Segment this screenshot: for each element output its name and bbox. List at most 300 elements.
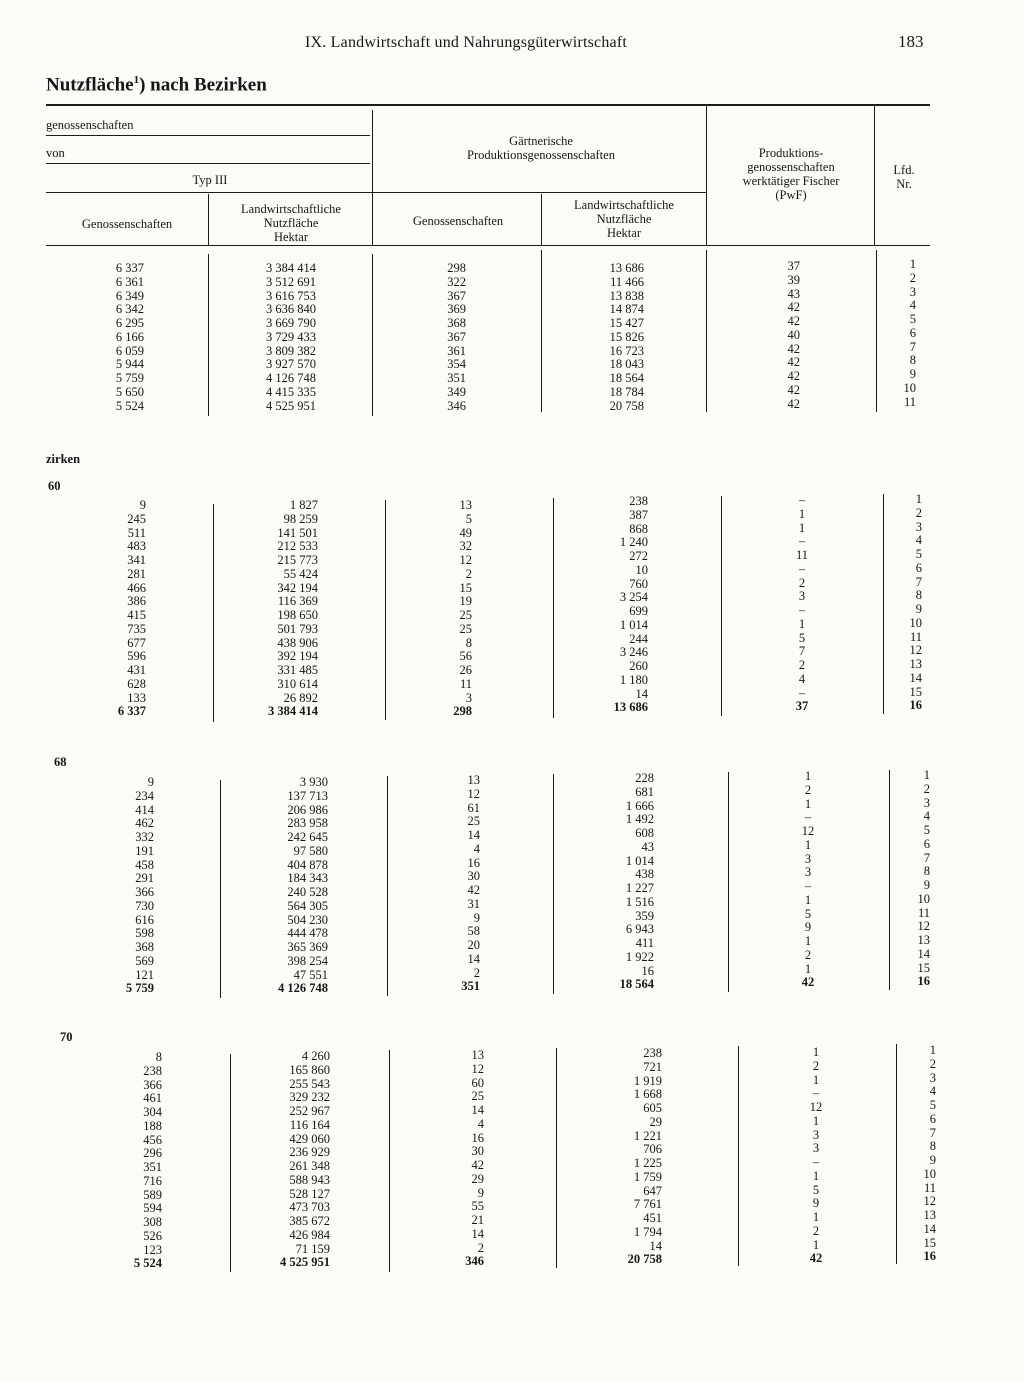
s70-divider-3 (556, 1048, 557, 1268)
top-pwf-cell: 42 (787, 300, 800, 315)
s68-lfd-cell: 11 (917, 905, 930, 920)
s60-gpg-genossenschaften-cell: 19 (459, 594, 472, 609)
s60-gpg-lnf-cell: 760 (629, 576, 648, 591)
s60-gpg-lnf-cell: 13 686 (613, 700, 648, 715)
s68-lnf-cell: 137 713 (287, 788, 328, 803)
s70-gpg-lnf-cell: 1 225 (633, 1156, 662, 1170)
s68-lfd-cell: 3 (923, 795, 930, 810)
s70-lfd-cell: 1 (929, 1043, 936, 1057)
s60-lnf-cell: 98 259 (283, 511, 318, 526)
s70-genossenschaften-cell: 296 (143, 1146, 162, 1161)
s68-gpg-lnf-cell: 6 943 (625, 922, 654, 937)
s68-pwf-cell: 1 (804, 769, 812, 783)
s60-lfd-cell: 14 (909, 670, 922, 685)
s70-gpg-lnf-cell: 1 919 (633, 1073, 662, 1088)
s68-gpg-genossenschaften-cell: 61 (467, 800, 480, 815)
s68-divider-5 (889, 770, 890, 990)
header-top-rule (46, 104, 930, 106)
s70-gpg-genossenschaften-cell: 55 (471, 1199, 484, 1214)
s70-genossenschaften-cell: 123 (143, 1242, 162, 1257)
s70-pwf-cell: 3 (812, 1141, 820, 1156)
top-gpg-genossenschaften-cell: 367 (447, 288, 466, 303)
top-gpg-genossenschaften-cell: 367 (447, 329, 466, 344)
top-lfd-cell: 5 (909, 312, 916, 326)
header-bottom-rule (46, 245, 930, 246)
s70-lnf-cell: 588 943 (289, 1172, 330, 1187)
top-lnf-cell: 4 415 335 (266, 384, 316, 399)
s60-gpg-genossenschaften-cell: 12 (459, 553, 472, 567)
s70-gpg-genossenschaften-cell: 2 (477, 1240, 484, 1255)
top-lnf-cell: 3 384 414 (266, 261, 316, 275)
s70-lnf-cell: 165 860 (289, 1062, 330, 1077)
header-lfd-line1: Lfd. (893, 163, 915, 177)
s60-gpg-genossenschaften-cell: 8 (465, 635, 472, 650)
top-lnf-cell: 4 525 951 (266, 398, 316, 413)
top-pwf-cell: 37 (787, 259, 800, 273)
page-number: 183 (898, 32, 924, 51)
s70-genossenschaften-cell: 351 (143, 1160, 162, 1174)
s68-gpg-lnf-cell: 681 (635, 784, 654, 799)
top-genossenschaften-cell: 6 166 (115, 329, 144, 344)
s68-lnf-cell: 3 930 (299, 775, 328, 789)
header-pwf (710, 146, 872, 202)
s68-gpg-lnf-column (586, 772, 654, 992)
s70-lnf-cell: 528 127 (289, 1186, 330, 1201)
s60-gpg-lnf-cell: 1 240 (619, 535, 648, 550)
s60-lnf-cell: 392 194 (277, 649, 318, 664)
header-group-von: von (46, 146, 65, 160)
s70-genossenschaften-cell: 5 524 (133, 1256, 162, 1271)
s60-gpg-genossenschaften-cell: 49 (459, 525, 472, 540)
top-divider-1 (208, 254, 209, 416)
s70-gpg-genossenschaften-cell: 29 (471, 1171, 484, 1186)
s70-gpg-genossenschaften-cell: 346 (465, 1254, 484, 1269)
page-title (46, 74, 267, 96)
s70-divider-4 (738, 1046, 739, 1266)
header-col-lnf (212, 202, 370, 244)
header-lfd-line2: Nr. (896, 177, 912, 191)
top-gpg-genossenschaften-cell: 351 (447, 371, 466, 385)
s70-genossenschaften-cell: 456 (143, 1132, 162, 1147)
s70-lnf-cell: 255 543 (289, 1076, 330, 1091)
s68-pwf-cell: 5 (804, 906, 812, 921)
s60-lnf-cell: 501 793 (277, 621, 318, 636)
s60-lfd-cell: 1 (915, 492, 922, 506)
top-gpg-genossenschaften-cell: 354 (447, 357, 466, 372)
s68-pwf-cell: 12 (801, 824, 815, 838)
s70-gpg-genossenschaften-cell: 13 (471, 1048, 484, 1062)
s68-pwf-column (794, 770, 822, 990)
s68-gpg-lnf-cell: 16 (641, 963, 654, 978)
s60-genossenschaften-cell: 628 (127, 676, 146, 691)
header-divider-1 (208, 194, 209, 245)
header-col-lnf-line2: Nutzfläche (263, 216, 319, 230)
s60-lnf-cell: 55 424 (283, 566, 318, 581)
s70-pwf-cell: 1 (812, 1045, 820, 1059)
s68-genossenschaften-cell: 458 (135, 857, 154, 872)
s68-lfd-cell: 10 (917, 891, 930, 906)
s60-pwf-cell: 2 (798, 658, 806, 672)
s60-lnf-cell: 3 384 414 (268, 704, 318, 719)
s60-gpg-lnf-cell: 244 (629, 631, 648, 646)
top-genossenschaften-cell: 6 059 (115, 343, 144, 358)
s70-lnf-cell: 4 525 951 (280, 1255, 330, 1270)
s68-lnf-cell: 564 305 (287, 898, 328, 913)
top-pwf-cell: 42 (787, 314, 800, 328)
s60-lnf-cell: 26 892 (283, 690, 318, 705)
s60-divider-2 (385, 500, 386, 720)
s70-lnf-cell: 329 232 (289, 1090, 330, 1105)
top-lnf-cell: 3 669 790 (266, 316, 316, 330)
s60-pwf-cell: – (798, 685, 806, 700)
s60-pwf-cell: 1 (798, 506, 806, 521)
title-text: Nutzfläche (46, 74, 134, 96)
s60-genossenschaften-cell: 415 (127, 608, 146, 622)
s60-divider-1 (213, 504, 214, 722)
s70-gpg-genossenschaften-cell: 16 (471, 1130, 484, 1145)
s70-gpg-lnf-cell: 20 758 (627, 1252, 662, 1267)
s60-genossenschaften-cell: 511 (127, 525, 146, 540)
s68-lnf-cell: 242 645 (287, 830, 328, 844)
s60-gpg-genossenschaften-cell: 56 (459, 649, 472, 664)
s70-gpg-lnf-cell: 238 (643, 1046, 662, 1060)
s68-lnf-cell: 283 958 (287, 816, 328, 831)
s60-gpg-genossenschaften-cell: 25 (459, 621, 472, 636)
s60-genossenschaften-cell: 596 (127, 649, 146, 664)
top-genossenschaften-cell: 5 759 (115, 371, 144, 385)
s60-pwf-cell: 37 (795, 699, 809, 714)
s70-genossenschaften-cell: 716 (143, 1173, 162, 1188)
s68-gpg-lnf-cell: 1 516 (625, 894, 654, 909)
top-gpg-lnf-cell: 15 826 (609, 329, 644, 344)
top-gpg-lnf-cell: 16 723 (609, 343, 644, 358)
s60-lfd-cell: 7 (915, 574, 922, 589)
s68-gpg-lnf-cell: 228 (635, 771, 654, 785)
top-genossenschaften-cell: 6 349 (115, 288, 144, 303)
s68-lnf-cell: 4 126 748 (278, 981, 328, 996)
s60-divider-4 (721, 496, 722, 716)
s70-genossenschaften-cell: 304 (143, 1105, 162, 1119)
s60-gpg-genossenschaften-cell: 298 (453, 704, 472, 719)
s68-lnf-cell: 206 986 (287, 802, 328, 817)
s68-lnf-cell: 504 230 (287, 912, 328, 927)
s60-gpg-genossenschaften-cell: 5 (465, 511, 472, 526)
s70-lfd-cell: 14 (923, 1221, 936, 1236)
s60-gpg-lnf-cell: 1 014 (619, 617, 648, 632)
top-pwf-cell: 42 (787, 382, 800, 397)
s68-gpg-lnf-cell: 608 (635, 826, 654, 840)
top-lnf-cell: 4 126 748 (266, 371, 316, 385)
s68-genossenschaften-cell: 598 (135, 926, 154, 941)
s60-lnf-cell: 215 773 (277, 553, 318, 567)
top-lfd-cell: 8 (909, 353, 916, 368)
top-lfd-cell: 4 (909, 298, 916, 313)
s60-pwf-cell: 11 (795, 548, 809, 562)
s60-lnf-cell: 141 501 (277, 525, 318, 540)
s60-gpg-genossenschaften-cell: 26 (459, 663, 472, 677)
s70-genossenschaften-cell: 461 (143, 1091, 162, 1106)
s68-pwf-cell: 1 (804, 837, 812, 852)
s70-gpg-lnf-cell: 605 (643, 1101, 662, 1115)
s68-gpg-lnf-cell: 411 (635, 936, 654, 950)
header-divider-4 (706, 106, 707, 245)
header-pwf-line1: Produktions- (758, 146, 824, 160)
top-genossenschaften-cell: 6 337 (115, 261, 144, 275)
s60-lnf-cell: 331 485 (277, 663, 318, 677)
s60-lnf-cell: 1 827 (289, 498, 318, 512)
s70-lfd-column (910, 1044, 936, 1264)
s60-genossenschaften-cell: 341 (127, 553, 146, 567)
s70-lfd-cell: 3 (929, 1070, 936, 1085)
s68-lnf-cell: 365 369 (287, 940, 328, 954)
s68-pwf-cell: 1 (804, 934, 812, 948)
s68-lnf-cell: 240 528 (287, 885, 328, 899)
top-lfd-cell: 2 (909, 270, 916, 285)
s68-genossenschaften-cell: 368 (135, 940, 154, 954)
s68-lfd-cell: 9 (923, 878, 930, 892)
s60-gpg-genossenschaften-cell: 25 (459, 608, 472, 622)
s68-gpg-lnf-cell: 359 (635, 908, 654, 923)
s68-genossenschaften-cell: 569 (135, 953, 154, 968)
top-pwf-cell: 42 (787, 369, 800, 383)
top-gpg-genossenschaften-cell: 368 (447, 316, 466, 330)
s68-gpg-lnf-cell: 438 (635, 867, 654, 882)
top-lnf-cell: 3 636 840 (266, 302, 316, 317)
s68-gpg-genossenschaften-cell: 12 (467, 786, 480, 801)
s68-lnf-cell: 47 551 (293, 967, 328, 982)
s60-gpg-genossenschaften-cell: 15 (459, 580, 472, 595)
header-col-genossenschaften: Genossenschaften (81, 217, 173, 231)
top-gpg-lnf-cell: 18 564 (609, 371, 644, 385)
top-genossenschaften-column (60, 262, 144, 413)
s60-gpg-genossenschaften-cell: 13 (459, 498, 472, 512)
s70-gpg-genossenschaften-cell: 12 (471, 1061, 484, 1076)
header-col-lnf-line1: Landwirtschaftliche (241, 202, 341, 216)
header-gpg (378, 134, 704, 162)
top-gpg-genossenschaften-cell: 361 (447, 343, 466, 358)
s70-pwf-cell: 1 (812, 1072, 820, 1087)
s68-gpg-genossenschaften-cell: 4 (473, 841, 480, 856)
top-gpg-genossenschaften-cell: 298 (447, 261, 466, 275)
s70-gpg-lnf-cell: 1 668 (633, 1087, 662, 1102)
s68-gpg-genossenschaften-cell: 14 (467, 951, 480, 966)
s60-lfd-cell: 12 (909, 643, 922, 658)
s68-lnf-cell: 184 343 (287, 871, 328, 886)
s60-genossenschaften-cell: 6 337 (117, 704, 146, 719)
s60-divider-3 (553, 498, 554, 718)
top-lnf-cell: 3 616 753 (266, 288, 316, 303)
top-lfd-cell: 9 (909, 367, 916, 381)
s70-lfd-cell: 12 (923, 1194, 936, 1209)
s70-pwf-cell: 1 (812, 1237, 820, 1252)
s60-lfd-cell: 6 (915, 560, 922, 575)
s60-genossenschaften-cell: 466 (127, 580, 146, 595)
s70-genossenschaften-cell: 238 (143, 1063, 162, 1078)
top-gpg-lnf-cell: 18 784 (609, 384, 644, 399)
s60-gpg-lnf-cell: 3 254 (619, 590, 648, 605)
top-pwf-cell: 42 (787, 355, 800, 370)
header-pwf-line4: (PwF) (775, 188, 807, 202)
header-pwf-line2: genossenschaften (747, 160, 835, 174)
s68-pwf-cell: – (804, 879, 812, 893)
s60-lfd-column (896, 493, 922, 713)
s68-gpg-genossenschaften-cell: 2 (473, 965, 480, 980)
s70-lfd-cell: 8 (929, 1139, 936, 1154)
s60-gpg-lnf-cell: 10 (635, 562, 648, 577)
s60-lfd-cell: 2 (915, 505, 922, 520)
s70-pwf-cell: 2 (812, 1223, 820, 1238)
s60-lnf-cell: 198 650 (277, 608, 318, 622)
header-gpg-lnf (544, 198, 704, 240)
top-divider-2 (372, 254, 373, 416)
s60-gpg-lnf-column (580, 495, 648, 715)
s68-lnf-column (234, 776, 328, 996)
header-rule-1 (46, 135, 370, 136)
s68-lfd-cell: 15 (917, 960, 930, 975)
s70-lfd-cell: 10 (923, 1166, 936, 1181)
s60-genossenschaften-cell: 483 (127, 539, 146, 554)
s68-gpg-lnf-cell: 1 492 (625, 812, 654, 827)
header-gpg-lnf-line3: Hektar (606, 226, 641, 240)
s60-genossenschaften-cell: 735 (127, 621, 146, 636)
s60-gpg-lnf-cell: 1 180 (619, 672, 648, 687)
top-gpg-lnf-cell: 13 838 (609, 288, 644, 303)
s70-lnf-cell: 4 260 (301, 1049, 330, 1063)
header-gpg-line1: Gärtnerische (509, 134, 573, 148)
s70-pwf-column (802, 1046, 830, 1266)
s70-genossenschaften-cell: 526 (143, 1228, 162, 1243)
s60-gpg-genossenschaften-cell: 2 (465, 566, 472, 581)
s60-pwf-cell: – (798, 603, 806, 617)
s70-gpg-lnf-cell: 1 759 (633, 1169, 662, 1184)
header-gpg-lnf-line1: Landwirtschaftliche (574, 198, 674, 212)
s60-gpg-lnf-cell: 387 (629, 507, 648, 522)
header-rule-2 (46, 163, 370, 164)
s60-genossenschaften-cell: 245 (127, 511, 146, 526)
s70-divider-2 (389, 1050, 390, 1272)
s60-lfd-cell: 3 (915, 519, 922, 534)
top-divider-5 (876, 250, 877, 412)
top-divider-3 (541, 250, 542, 412)
s60-lnf-cell: 438 906 (277, 635, 318, 650)
s70-gpg-genossenschaften-cell: 60 (471, 1075, 484, 1090)
s70-pwf-cell: 1 (812, 1113, 820, 1128)
s70-divider-5 (896, 1044, 897, 1264)
s68-gpg-genossenschaften-cell: 9 (473, 910, 480, 925)
top-lfd-cell: 1 (909, 257, 916, 271)
s60-lfd-cell: 11 (909, 629, 922, 644)
top-genossenschaften-cell: 5 524 (115, 398, 144, 413)
s68-gpg-genossenschaften-cell: 30 (467, 869, 480, 884)
s70-lnf-cell: 473 703 (289, 1200, 330, 1215)
bezirke-label: zirken (46, 452, 81, 466)
s68-divider-2 (387, 776, 388, 996)
top-pwf-cell: 40 (787, 327, 800, 342)
top-lfd-cell: 10 (903, 380, 916, 395)
s60-lfd-cell: 8 (915, 588, 922, 603)
s60-lnf-cell: 116 369 (277, 594, 318, 609)
top-genossenschaften-cell: 6 295 (115, 316, 144, 330)
s70-lfd-cell: 6 (929, 1111, 936, 1126)
s70-pwf-cell: 3 (812, 1127, 820, 1142)
s70-lfd-cell: 2 (929, 1056, 936, 1071)
s70-lfd-cell: 9 (929, 1153, 936, 1167)
s70-genossenschaften-cell: 589 (143, 1187, 162, 1202)
s60-lfd-cell: 10 (909, 615, 922, 630)
s70-gpg-genossenschaften-cell: 14 (471, 1103, 484, 1117)
s68-lfd-cell: 7 (923, 850, 930, 865)
s70-lnf-cell: 116 164 (289, 1117, 330, 1132)
s70-lnf-cell: 426 984 (289, 1227, 330, 1242)
s60-pwf-cell: 2 (798, 575, 806, 590)
header-pwf-line3: werktätiger Fischer (742, 174, 840, 188)
s60-gpg-lnf-cell: 260 (629, 659, 648, 673)
s70-lnf-column (236, 1050, 330, 1270)
top-gpg-lnf-cell: 18 043 (609, 357, 644, 372)
s70-lnf-cell: 71 159 (295, 1241, 330, 1256)
header-group-genossenschaften: genossenschaften (46, 118, 134, 132)
s60-gpg-lnf-cell: 14 (635, 686, 648, 701)
s68-divider-4 (728, 772, 729, 992)
s70-gpg-genossenschaften-cell: 42 (471, 1158, 484, 1172)
s60-lfd-cell: 16 (909, 698, 922, 713)
section-60-label: 60 (48, 479, 61, 493)
s68-lfd-cell: 12 (917, 919, 930, 934)
s70-gpg-lnf-cell: 706 (643, 1142, 662, 1157)
s60-genossenschaften-cell: 677 (127, 635, 146, 650)
s70-lfd-cell: 4 (929, 1084, 936, 1099)
s70-gpg-lnf-cell: 1 221 (633, 1128, 662, 1143)
s70-pwf-cell: 2 (812, 1058, 820, 1073)
top-pwf-column (772, 260, 800, 411)
s70-lfd-cell: 5 (929, 1098, 936, 1112)
s60-lnf-column (230, 499, 318, 719)
s70-lnf-cell: 261 348 (289, 1159, 330, 1173)
s70-gpg-lnf-cell: 14 (649, 1238, 662, 1253)
s60-gpg-genossenschaften-column (426, 499, 472, 719)
top-gpg-lnf-cell: 20 758 (609, 398, 644, 413)
header-typ: Typ III (192, 173, 228, 187)
s70-pwf-cell: 1 (812, 1210, 820, 1224)
s68-genossenschaften-cell: 9 (147, 775, 154, 789)
s68-pwf-cell: 42 (801, 975, 815, 990)
header-divider-5 (874, 106, 875, 245)
s60-pwf-column (788, 494, 816, 714)
top-divider-4 (706, 250, 707, 412)
s68-genossenschaften-cell: 730 (135, 898, 154, 913)
s68-pwf-cell: 3 (804, 851, 812, 866)
s70-gpg-genossenschaften-cell: 30 (471, 1144, 484, 1159)
top-pwf-cell: 42 (787, 396, 800, 411)
s68-genossenschaften-cell: 291 (135, 871, 154, 886)
s60-genossenschaften-cell: 281 (127, 566, 146, 581)
header-col-lnf-line3: Hektar (273, 230, 308, 244)
s60-gpg-genossenschaften-cell: 32 (459, 539, 472, 554)
s70-gpg-genossenschaften-cell: 9 (477, 1185, 484, 1200)
s68-pwf-cell: 1 (804, 892, 812, 907)
s68-lfd-cell: 16 (917, 974, 930, 989)
s68-lfd-cell: 1 (923, 768, 930, 782)
s60-lfd-cell: 9 (915, 602, 922, 616)
s60-gpg-lnf-cell: 272 (629, 549, 648, 563)
s70-pwf-cell: 9 (812, 1196, 820, 1211)
s70-genossenschaften-cell: 188 (143, 1118, 162, 1133)
s70-gpg-lnf-column (594, 1047, 662, 1267)
s60-lnf-cell: 212 533 (277, 539, 318, 554)
s70-genossenschaften-cell: 308 (143, 1215, 162, 1229)
s70-gpg-genossenschaften-cell: 14 (471, 1226, 484, 1241)
top-genossenschaften-cell: 5 944 (115, 357, 144, 372)
